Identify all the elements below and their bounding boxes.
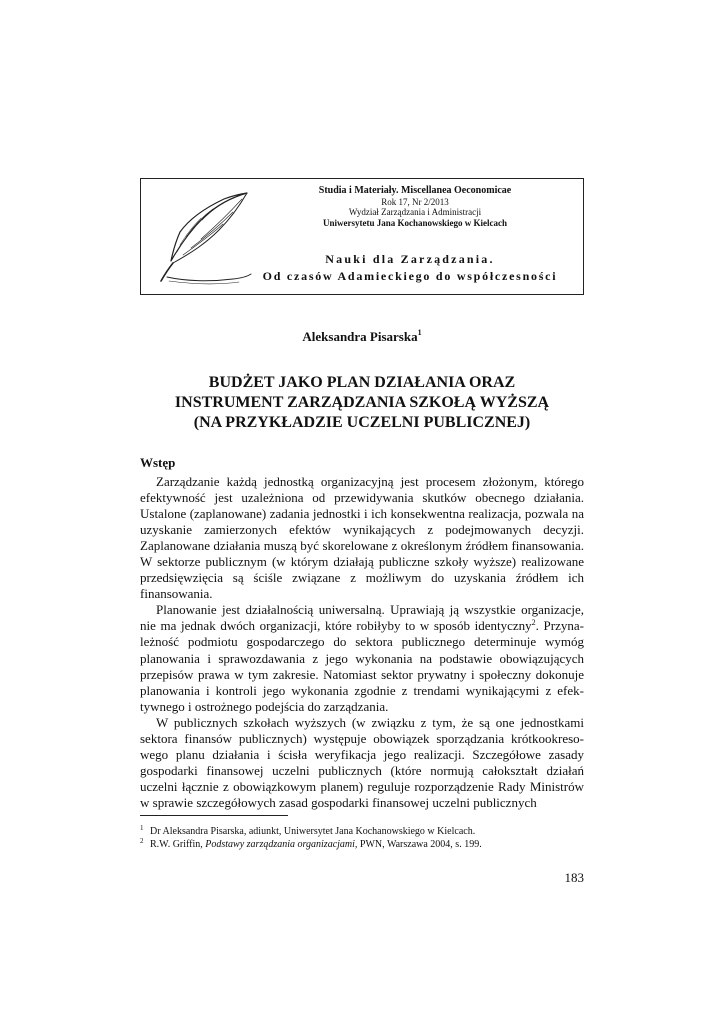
footnote-ref-2[interactable]: 2 [531, 618, 536, 628]
footnote-divider [140, 815, 288, 816]
article-body [140, 474, 584, 811]
journal-faculty: Wydział Zarządzania i Administracji [348, 207, 482, 218]
paragraph-2-part-a: Planowanie jest działalnością uniwersalną. Uprawiają ją wszystkie organizacje, nie ma jednak dwóch organizacji, które robiłyby to w sposób identyczny [140, 602, 584, 634]
footnote-2 [140, 838, 584, 851]
paragraph-2-part-b: . Przynależność podmiotu gospodarczego do sektora publicznego determinuje wymóg planowania i sprawozdawania z jego wykonania na podstawie obowiązujących przepisów prawa w tym zakresie. Natomiast sektor prywatny i społeczny dokonuje planowania i kontroli jego wykonania zgodnie z trendami wynikającymi z efektywnego i ostrożnego podejścia do zarządzania. [140, 618, 584, 714]
title-line-3: (NA PRZYKŁADZIE UCZELNI PUBLICZNEJ) [193, 414, 531, 431]
author-footnote-ref[interactable]: 1 [417, 328, 422, 337]
footnote-2-number: 2 [140, 837, 144, 845]
title-line-1: BUDŻET JAKO PLAN DZIAŁANIA ORAZ [208, 374, 516, 391]
author-name: Aleksandra Pisarska [302, 329, 418, 344]
journal-info [251, 186, 579, 228]
page-number: 183 [564, 870, 584, 885]
journal-name: Studia i Materiały. Miscellanea Oeconomicae [318, 185, 512, 196]
article-title [140, 373, 584, 433]
journal-university: Uniwersytetu Jana Kochanowskiego w Kielcach [323, 217, 507, 228]
title-line-2: INSTRUMENT ZARZĄDZANIA SZKOŁĄ WYŻSZĄ [174, 394, 550, 411]
paragraph-3: W publicznych szkołach wyższych (w związku z tym, że są one jednostkami sektora finansów publicznych) występuje obowiązek sporządzania krótkookresowego planu działania i ścisła weryfikacja jego realizacji. Szczegółowe zasady gospodarki finansowej uczelni publicznych (które normują całokształt działań uczelni łącznie z obowiązkowym planem) reguluje rozporządzenie Rady Ministrów w sprawie szczegółowych zasad gospodarki finansowej uczelni publicznych [140, 714, 584, 810]
article-author [140, 329, 584, 345]
quill-icon [147, 185, 253, 289]
paragraph-2 [140, 602, 584, 714]
paragraph-1: Zarządzanie każdą jednostką organizacyjną jest procesem złożonym, którego efektywność jest uzależniona od przewidywania skutków obecnego działania. Ustalone (zaplanowane) zadania jednostki i ich konsekwentna realizacja, pozwala na uzyskanie zamierzonych efektów wynikających z podejmowanych decyzji. Zaplanowane działania muszą być skorelowane z określonym źródłem finansowania. W sektorze publicznym (w którym działają publiczne szkoły wyższe) realizowane przedsięwzięcia są ściśle związane z możliwym do uzyskania źródłem ich finansowania. [140, 474, 584, 602]
footnote-2-book-title: Podstawy zarządzania organizacjami, [205, 839, 358, 850]
series-title-line1: Nauki dla Zarządzania. [325, 252, 495, 266]
footnote-2-publisher: PWN, Warszawa 2004, s. 199. [357, 839, 482, 850]
footnote-1-text: Dr Aleksandra Pisarska, adiunkt, Uniwersytet Jana Kochanowskiego w Kielcach. [150, 826, 476, 837]
journal-volume: Rok 17, Nr 2/2013 [381, 196, 449, 207]
series-title-line2: Od czasów Adamieckiego do współczesności [262, 269, 558, 283]
footnotes [140, 825, 584, 851]
section-heading: Wstęp [140, 455, 176, 470]
footnote-1 [140, 825, 584, 838]
journal-header-box [140, 178, 584, 295]
footnote-2-author: R.W. Griffin, [150, 839, 206, 850]
footnote-1-number: 1 [140, 824, 144, 832]
series-title [241, 251, 579, 285]
